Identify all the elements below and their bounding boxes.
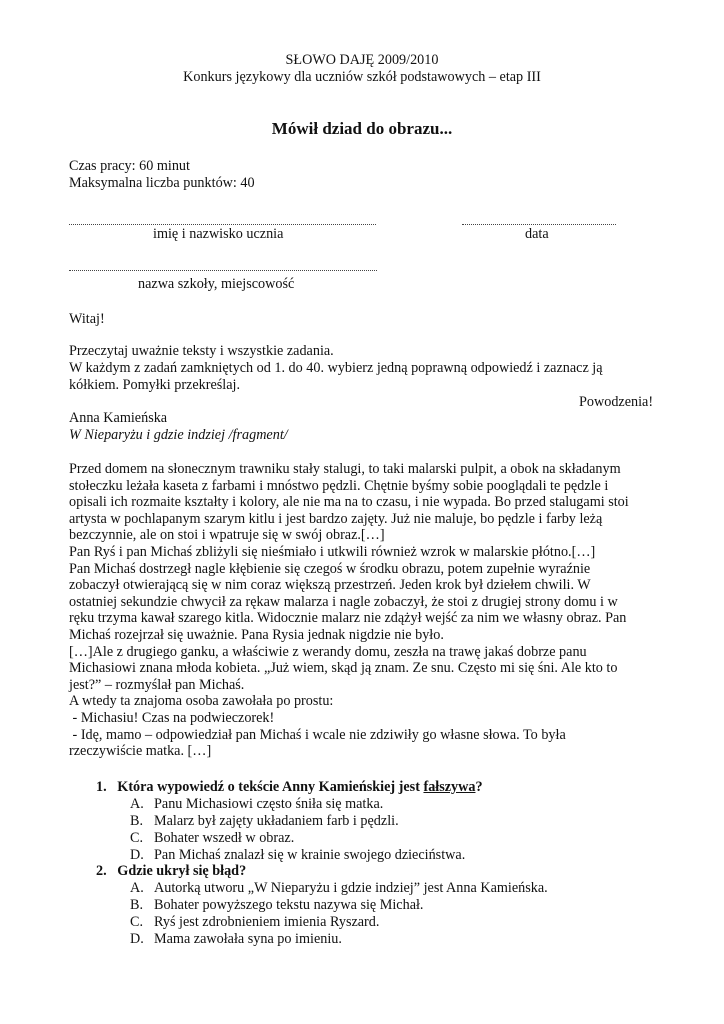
answer-option[interactable] — [130, 813, 399, 830]
story-line: rzeczywiście matka. […] — [69, 743, 212, 760]
instruction-line: W każdym z zadań zamkniętych od 1. do 40. wybierz jedną poprawną odpowiedź i zaznacz ją — [69, 360, 603, 376]
question-text: Która wypowiedź o tekście Anny Kamieńskiej jest — [117, 779, 424, 795]
story-text — [69, 461, 669, 760]
answer-text: Malarz był zajęty układaniem farb i pędzli. — [154, 813, 399, 829]
answer-text: Bohater powyższego tekstu nazywa się Michał. — [154, 897, 424, 913]
good-luck: Powodzenia! — [579, 394, 654, 410]
answer-letter: D. — [130, 931, 144, 947]
story-line: Michaś rozejrzał się uważnie. Pana Rysia jednak nigdzie nie było. — [69, 626, 444, 643]
header-line-1: SŁOWO DAJĘ 2009/2010 — [285, 52, 439, 68]
answer-option[interactable] — [130, 897, 423, 914]
answer-option[interactable] — [130, 796, 383, 813]
school-field-line — [69, 270, 377, 271]
story-line: […]Ale z drugiego ganku, a właściwie z werandy domu, zeszła na trawę jakaś dobrze panu — [69, 643, 587, 660]
story-line: ostatniej sekundzie chwycił za rękaw malarza i nagle zobaczył, że stoi z drugiej strony domu i w — [69, 593, 618, 610]
question-number: 1. — [96, 779, 107, 795]
question-text: Gdzie ukrył się błąd? — [117, 863, 247, 879]
name-field-line — [69, 224, 376, 225]
answer-letter: A. — [130, 796, 144, 812]
instruction-line: kółkiem. Pomyłki przekreślaj. — [69, 377, 241, 393]
page-title: Mówił dziad do obrazu... — [271, 119, 453, 138]
question-text-end: ? — [475, 779, 483, 795]
answer-letter: B. — [130, 897, 144, 913]
question-text-emphasis: fałszywa — [423, 779, 476, 795]
story-line: Pan Michaś dostrzegł nagle kłębienie się czegoś w środku obrazu, potem zupełnie wyraźnie — [69, 560, 591, 577]
story-line: jest?” – rozmyślał pan Michaś. — [69, 676, 245, 693]
story-line: artysta w pochlapanym szarym kitlu i jest bardzo zajęty. Już nie maluje, bo pędzle i farby leżą — [69, 510, 603, 527]
question-1 — [96, 779, 483, 796]
answer-letter: C. — [130, 914, 144, 930]
story-line: Przed domem na słonecznym trawniku stały stalugi, to taki malarski pulpit, a obok na składanym — [69, 461, 621, 477]
answer-text: Autorką utworu „W Nieparyżu i gdzie indziej” jest Anna Kamieńska. — [154, 880, 548, 896]
answer-text: Ryś jest zdrobnieniem imienia Ryszard. — [154, 914, 380, 930]
greeting: Witaj! — [69, 311, 105, 327]
story-line: opisali ich rozmaite kształty i kolory, ale nie ma na to czasu, i nie wypada. Bo przed stalugami stoi — [69, 494, 629, 511]
date-field-label: data — [525, 226, 549, 242]
story-line: Pan Ryś i pan Michaś zbliżyli się nieśmiało i utkwili również wzrok w malarskie płótno.[…] — [69, 543, 596, 560]
story-line: stołeczku leżała kaseta z farbami i mnóstwo pędzli. Chętnie byśmy sobie pooglądali te pędzle i — [69, 477, 609, 494]
story-line: zobaczył otwierającą się w nim coraz większą przestrzeń. Jeden krok był dziełem chwili. W — [69, 577, 591, 594]
answer-text: Mama zawołała syna po imieniu. — [154, 931, 342, 947]
answer-option[interactable] — [130, 830, 294, 847]
time-limit: Czas pracy: 60 minut — [69, 158, 190, 174]
answer-letter: A. — [130, 880, 144, 896]
answer-text: Panu Michasiowi często śniła się matka. — [154, 796, 384, 812]
source-work: W Nieparyżu i gdzie indziej /fragment/ — [69, 427, 288, 443]
question-number: 2. — [96, 863, 107, 879]
school-field-label: nazwa szkoły, miejscowość — [138, 276, 295, 292]
story-line: A wtedy ta znajoma osoba zawołała po prostu: — [69, 693, 334, 710]
answer-letter: C. — [130, 830, 144, 846]
story-line: ręku trzyma kawał szarego kitla. Widocznie malarz nie zdążył wejść za nim we własny obraz. Pan — [69, 610, 627, 627]
answer-text: Pan Michaś znalazł się w krainie swojego dzieciństwa. — [154, 847, 466, 863]
max-points: Maksymalna liczba punktów: 40 — [69, 175, 255, 191]
instruction-line: Przeczytaj uważnie teksty i wszystkie zadania. — [69, 343, 334, 359]
name-field-label: imię i nazwisko ucznia — [153, 226, 284, 242]
answer-letter: D. — [130, 847, 144, 863]
story-line: Michasiowi znana młoda kobieta. „Już wiem, skąd ją znam. Ze snu. Często mi się śni. Ale kto to — [69, 660, 618, 677]
source-author: Anna Kamieńska — [69, 410, 168, 426]
question-2 — [96, 863, 246, 880]
answer-option[interactable] — [130, 914, 379, 931]
answer-option[interactable] — [130, 931, 342, 948]
answer-option[interactable] — [130, 847, 465, 864]
story-line: bezczynnie, ale on stoi i wpatruje się w swój obraz.[…] — [69, 527, 385, 544]
answer-text: Bohater wszedł w obraz. — [154, 830, 295, 846]
story-line: - Idę, mamo – odpowiedział pan Michaś i wcale nie zdziwiły go własne słowa. To była — [69, 726, 566, 743]
answer-letter: B. — [130, 813, 144, 829]
header-line-2: Konkurs językowy dla uczniów szkół podstawowych – etap III — [183, 69, 541, 85]
answer-option[interactable] — [130, 880, 548, 897]
date-field-line — [462, 224, 616, 225]
story-line: - Michasiu! Czas na podwieczorek! — [69, 709, 275, 726]
